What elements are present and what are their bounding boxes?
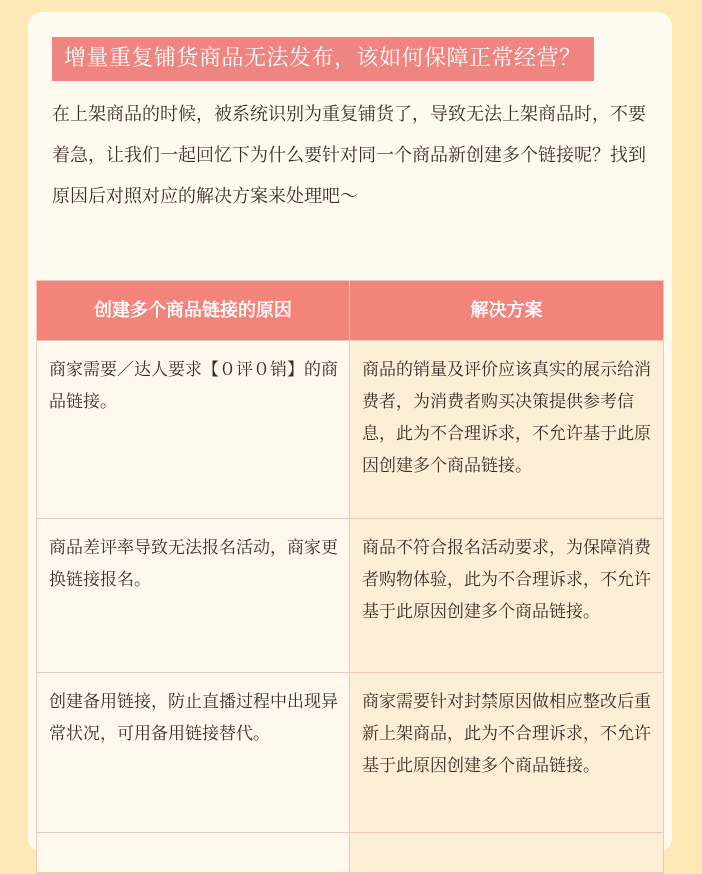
content-card: [28, 12, 672, 852]
solution-cell: 商家需要针对封禁原因做相应整改后重新上架商品，此为不合理诉求，不允许基于此原因创建多个商品链接。: [350, 673, 663, 833]
table-header-row: [37, 281, 663, 341]
header-reason: 创建多个商品链接的原因: [37, 281, 350, 341]
table-row-partial: [37, 833, 663, 873]
reasons-table: [36, 280, 664, 874]
table-row: [37, 519, 663, 673]
reason-cell-empty: [37, 833, 350, 873]
table-row: [37, 341, 663, 519]
reason-cell: 商品差评率导致无法报名活动，商家更换链接报名。: [37, 519, 350, 673]
header-solution: 解决方案: [350, 281, 663, 341]
intro-paragraph: 在上架商品的时候，被系统识别为重复铺货了，导致无法上架商品时，不要着急，让我们一起回忆下为什么要针对同一个商品新创建多个链接呢？找到原因后对照对应的解决方案来处理吧～: [52, 104, 646, 207]
page-title: 增量重复铺货商品无法发布，该如何保障正常经营？: [52, 37, 594, 81]
table-row: [37, 673, 663, 833]
solution-cell: 商品不符合报名活动要求，为保障消费者购物体验，此为不合理诉求，不允许基于此原因创建多个商品链接。: [350, 519, 663, 673]
reason-cell: 创建备用链接，防止直播过程中出现异常状况，可用备用链接替代。: [37, 673, 350, 833]
title-banner: [52, 36, 594, 82]
reason-cell: 商家需要／达人要求【０评０销】的商品链接。: [37, 341, 350, 519]
solution-cell: 商品的销量及评价应该真实的展示给消费者，为消费者购买决策提供参考信息，此为不合理诉求，不允许基于此原因创建多个商品链接。: [350, 341, 663, 519]
solution-cell-empty: [350, 833, 663, 873]
